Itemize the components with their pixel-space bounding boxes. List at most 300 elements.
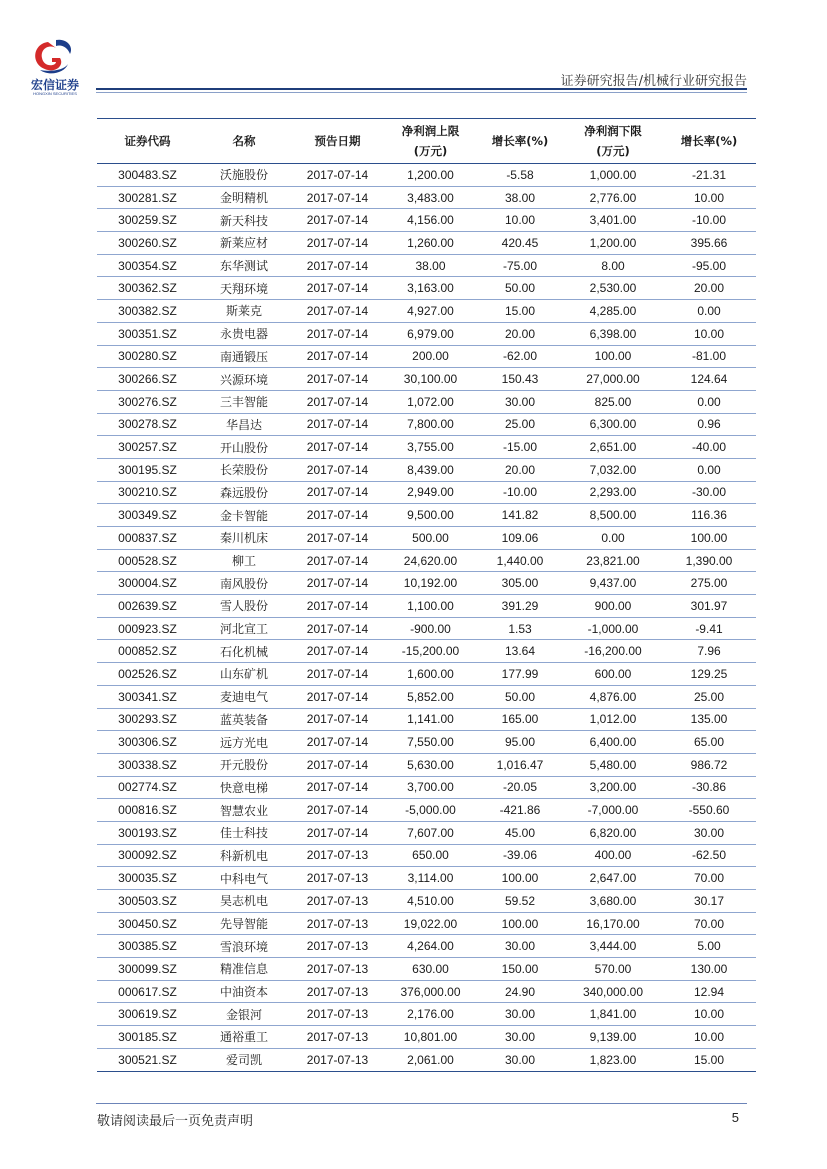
cell-code: 300385.SZ [97, 935, 198, 958]
cell-profit-upper: 2,949.00 [385, 481, 476, 504]
cell-profit-upper: 10,192.00 [385, 572, 476, 595]
table-row [97, 504, 756, 527]
cell-profit-lower: 1,823.00 [564, 1048, 662, 1071]
cell-growth-upper: 30.00 [476, 1048, 564, 1071]
cell-date: 2017-07-14 [290, 277, 385, 300]
table-row [97, 980, 756, 1003]
cell-date: 2017-07-13 [290, 890, 385, 913]
cell-name: 开元股份 [198, 753, 290, 776]
cell-code: 000528.SZ [97, 549, 198, 572]
cell-growth-lower: -40.00 [662, 436, 756, 459]
cell-growth-lower: 986.72 [662, 753, 756, 776]
cell-growth-lower: 20.00 [662, 277, 756, 300]
cell-date: 2017-07-14 [290, 595, 385, 618]
table-row [97, 572, 756, 595]
cell-name: 精准信息 [198, 958, 290, 981]
col-header-profit-lower-label: 净利润下限 [584, 124, 642, 138]
cell-growth-upper: -15.00 [476, 436, 564, 459]
cell-code: 300281.SZ [97, 186, 198, 209]
cell-growth-upper: 1,016.47 [476, 753, 564, 776]
cell-name: 兴源环境 [198, 368, 290, 391]
cell-profit-upper: -15,200.00 [385, 640, 476, 663]
cell-name: 森远股份 [198, 481, 290, 504]
footer-rule [96, 1103, 747, 1104]
table-row [97, 1048, 756, 1071]
cell-growth-upper: 15.00 [476, 300, 564, 323]
cell-growth-lower: -62.50 [662, 844, 756, 867]
cell-growth-lower: 275.00 [662, 572, 756, 595]
cell-growth-lower: -30.86 [662, 776, 756, 799]
cell-date: 2017-07-14 [290, 368, 385, 391]
cell-profit-lower: 100.00 [564, 345, 662, 368]
cell-growth-lower: 395.66 [662, 232, 756, 255]
cell-profit-lower: -16,200.00 [564, 640, 662, 663]
cell-name: 智慧农业 [198, 799, 290, 822]
cell-name: 沃施股份 [198, 164, 290, 187]
cell-profit-lower: 6,820.00 [564, 821, 662, 844]
cell-growth-upper: 100.00 [476, 867, 564, 890]
cell-profit-upper: 1,100.00 [385, 595, 476, 618]
cell-date: 2017-07-13 [290, 912, 385, 935]
cell-code: 300278.SZ [97, 413, 198, 436]
cell-growth-upper: 150.43 [476, 368, 564, 391]
cell-date: 2017-07-14 [290, 322, 385, 345]
header-rule [96, 88, 747, 90]
cell-profit-upper: 4,156.00 [385, 209, 476, 232]
cell-name: 天翔环境 [198, 277, 290, 300]
cell-code: 300521.SZ [97, 1048, 198, 1071]
col-header-profit-upper-unit: (万元) [413, 144, 448, 158]
cell-code: 300341.SZ [97, 685, 198, 708]
col-header-profit-upper [385, 119, 476, 164]
cell-profit-upper: 1,072.00 [385, 390, 476, 413]
cell-profit-upper: 3,755.00 [385, 436, 476, 459]
cell-code: 002639.SZ [97, 595, 198, 618]
table-row [97, 640, 756, 663]
cell-profit-lower: 16,170.00 [564, 912, 662, 935]
cell-profit-upper: 10,801.00 [385, 1026, 476, 1049]
table-header-row [97, 119, 756, 164]
cell-profit-lower: 4,285.00 [564, 300, 662, 323]
cell-code: 000852.SZ [97, 640, 198, 663]
cell-profit-lower: -7,000.00 [564, 799, 662, 822]
cell-code: 300004.SZ [97, 572, 198, 595]
cell-growth-upper: 100.00 [476, 912, 564, 935]
cell-profit-upper: 630.00 [385, 958, 476, 981]
cell-profit-lower: 4,876.00 [564, 685, 662, 708]
cell-growth-lower: 25.00 [662, 685, 756, 708]
cell-name: 柳工 [198, 549, 290, 572]
table-row [97, 799, 756, 822]
cell-growth-lower: -81.00 [662, 345, 756, 368]
cell-name: 爱司凯 [198, 1048, 290, 1071]
cell-growth-upper: 30.00 [476, 935, 564, 958]
cell-growth-upper: 38.00 [476, 186, 564, 209]
cell-profit-lower: 8,500.00 [564, 504, 662, 527]
table-row [97, 708, 756, 731]
cell-growth-lower: 5.00 [662, 935, 756, 958]
cell-profit-upper: 4,927.00 [385, 300, 476, 323]
cell-name: 金明精机 [198, 186, 290, 209]
cell-code: 300280.SZ [97, 345, 198, 368]
cell-growth-lower: 301.97 [662, 595, 756, 618]
cell-growth-upper: 109.06 [476, 527, 564, 550]
table-row [97, 549, 756, 572]
cell-growth-lower: 10.00 [662, 186, 756, 209]
cell-name: 河北宣工 [198, 617, 290, 640]
cell-code: 300210.SZ [97, 481, 198, 504]
cell-profit-lower: 1,841.00 [564, 1003, 662, 1026]
cell-profit-lower: 2,651.00 [564, 436, 662, 459]
cell-profit-lower: 2,776.00 [564, 186, 662, 209]
cell-profit-lower: 1,200.00 [564, 232, 662, 255]
table-row [97, 322, 756, 345]
cell-date: 2017-07-14 [290, 254, 385, 277]
cell-date: 2017-07-14 [290, 504, 385, 527]
cell-date: 2017-07-14 [290, 821, 385, 844]
cell-profit-upper: 4,264.00 [385, 935, 476, 958]
cell-growth-upper: -62.00 [476, 345, 564, 368]
cell-name: 永贵电器 [198, 322, 290, 345]
cell-code: 000923.SZ [97, 617, 198, 640]
cell-growth-lower: 129.25 [662, 663, 756, 686]
cell-date: 2017-07-14 [290, 481, 385, 504]
table-row [97, 277, 756, 300]
table-row [97, 685, 756, 708]
cell-profit-lower: 1,000.00 [564, 164, 662, 187]
cell-date: 2017-07-14 [290, 640, 385, 663]
cell-growth-lower: 30.00 [662, 821, 756, 844]
cell-date: 2017-07-14 [290, 390, 385, 413]
cell-name: 华昌达 [198, 413, 290, 436]
table-row [97, 254, 756, 277]
cell-name: 远方光电 [198, 731, 290, 754]
cell-profit-lower: 825.00 [564, 390, 662, 413]
cell-name: 金卡智能 [198, 504, 290, 527]
cell-code: 300450.SZ [97, 912, 198, 935]
cell-profit-lower: 5,480.00 [564, 753, 662, 776]
cell-growth-lower: 10.00 [662, 1026, 756, 1049]
cell-code: 000617.SZ [97, 980, 198, 1003]
cell-growth-upper: 50.00 [476, 277, 564, 300]
cell-growth-lower: 70.00 [662, 912, 756, 935]
cell-code: 300099.SZ [97, 958, 198, 981]
cell-code: 300260.SZ [97, 232, 198, 255]
cell-growth-upper: 1,440.00 [476, 549, 564, 572]
table-row [97, 890, 756, 913]
cell-growth-upper: 165.00 [476, 708, 564, 731]
cell-growth-upper: 141.82 [476, 504, 564, 527]
cell-date: 2017-07-14 [290, 776, 385, 799]
cell-profit-upper: 1,260.00 [385, 232, 476, 255]
cell-growth-lower: 15.00 [662, 1048, 756, 1071]
table-row [97, 935, 756, 958]
cell-code: 300092.SZ [97, 844, 198, 867]
cell-date: 2017-07-13 [290, 1026, 385, 1049]
cell-profit-lower: 2,530.00 [564, 277, 662, 300]
table-row [97, 1026, 756, 1049]
cell-code: 300293.SZ [97, 708, 198, 731]
cell-profit-lower: 23,821.00 [564, 549, 662, 572]
cell-code: 300503.SZ [97, 890, 198, 913]
cell-name: 三丰智能 [198, 390, 290, 413]
cell-profit-lower: 570.00 [564, 958, 662, 981]
cell-code: 300338.SZ [97, 753, 198, 776]
cell-code: 300349.SZ [97, 504, 198, 527]
table-row [97, 345, 756, 368]
cell-date: 2017-07-14 [290, 186, 385, 209]
cell-profit-lower: 2,293.00 [564, 481, 662, 504]
cell-code: 300306.SZ [97, 731, 198, 754]
cell-date: 2017-07-14 [290, 663, 385, 686]
cell-profit-lower: 600.00 [564, 663, 662, 686]
cell-growth-upper: -5.58 [476, 164, 564, 187]
table-row [97, 368, 756, 391]
cell-profit-upper: 650.00 [385, 844, 476, 867]
cell-growth-upper: 30.00 [476, 1003, 564, 1026]
cell-code: 300257.SZ [97, 436, 198, 459]
col-header-profit-lower-unit: (万元) [596, 144, 630, 158]
cell-name: 通裕重工 [198, 1026, 290, 1049]
cell-growth-lower: 135.00 [662, 708, 756, 731]
cell-profit-upper: 9,500.00 [385, 504, 476, 527]
table-row [97, 458, 756, 481]
cell-profit-upper: 2,061.00 [385, 1048, 476, 1071]
cell-date: 2017-07-14 [290, 685, 385, 708]
page-number: 5 [731, 1110, 739, 1125]
cell-profit-lower: 340,000.00 [564, 980, 662, 1003]
cell-growth-lower: 116.36 [662, 504, 756, 527]
cell-growth-lower: 0.00 [662, 458, 756, 481]
cell-growth-upper: 150.00 [476, 958, 564, 981]
cell-growth-lower: 0.00 [662, 300, 756, 323]
cell-code: 000837.SZ [97, 527, 198, 550]
cell-growth-lower: 30.17 [662, 890, 756, 913]
col-header-growth-upper: 增长率(%) [476, 119, 564, 164]
cell-code: 000816.SZ [97, 799, 198, 822]
cell-date: 2017-07-14 [290, 708, 385, 731]
company-logo [18, 36, 92, 94]
cell-profit-upper: 3,483.00 [385, 186, 476, 209]
cell-code: 300035.SZ [97, 867, 198, 890]
cell-profit-upper: 1,200.00 [385, 164, 476, 187]
cell-profit-lower: -1,000.00 [564, 617, 662, 640]
cell-profit-lower: 8.00 [564, 254, 662, 277]
cell-name: 科新机电 [198, 844, 290, 867]
cell-profit-upper: 2,176.00 [385, 1003, 476, 1026]
cell-growth-upper: -10.00 [476, 481, 564, 504]
cell-date: 2017-07-13 [290, 1003, 385, 1026]
cell-code: 300259.SZ [97, 209, 198, 232]
cell-growth-lower: 0.00 [662, 390, 756, 413]
cell-date: 2017-07-14 [290, 458, 385, 481]
cell-name: 金银河 [198, 1003, 290, 1026]
col-header-date: 预告日期 [290, 119, 385, 164]
cell-growth-upper: -75.00 [476, 254, 564, 277]
table-row [97, 776, 756, 799]
cell-growth-upper: 59.52 [476, 890, 564, 913]
cell-profit-lower: 6,400.00 [564, 731, 662, 754]
cell-growth-lower: 124.64 [662, 368, 756, 391]
cell-growth-lower: -9.41 [662, 617, 756, 640]
cell-name: 东华测试 [198, 254, 290, 277]
brand-subtitle: HONGXIN SECURITIES [33, 91, 77, 96]
cell-name: 中科电气 [198, 867, 290, 890]
table-row [97, 867, 756, 890]
cell-growth-upper: 13.64 [476, 640, 564, 663]
cell-profit-lower: 3,444.00 [564, 935, 662, 958]
cell-growth-lower: 100.00 [662, 527, 756, 550]
cell-growth-upper: 20.00 [476, 322, 564, 345]
cell-profit-upper: 3,700.00 [385, 776, 476, 799]
cell-growth-lower: -95.00 [662, 254, 756, 277]
report-title: 证券研究报告/机械行业研究报告 [560, 74, 747, 89]
cell-date: 2017-07-13 [290, 844, 385, 867]
cell-code: 300351.SZ [97, 322, 198, 345]
footer-disclaimer: 敬请阅读最后一页免责声明 [97, 1114, 254, 1129]
cell-growth-lower: 10.00 [662, 322, 756, 345]
table-row [97, 300, 756, 323]
table-row [97, 232, 756, 255]
cell-profit-upper: 1,600.00 [385, 663, 476, 686]
cell-growth-upper: -421.86 [476, 799, 564, 822]
cell-profit-upper: 24,620.00 [385, 549, 476, 572]
cell-profit-lower: 9,139.00 [564, 1026, 662, 1049]
cell-date: 2017-07-14 [290, 300, 385, 323]
table-row [97, 958, 756, 981]
table-row [97, 1003, 756, 1026]
cell-name: 开山股份 [198, 436, 290, 459]
cell-name: 南风股份 [198, 572, 290, 595]
cell-growth-upper: 391.29 [476, 595, 564, 618]
cell-profit-upper: 1,141.00 [385, 708, 476, 731]
cell-growth-upper: 420.45 [476, 232, 564, 255]
cell-profit-upper: -5,000.00 [385, 799, 476, 822]
cell-profit-upper: 38.00 [385, 254, 476, 277]
cell-date: 2017-07-13 [290, 867, 385, 890]
cell-growth-upper: -39.06 [476, 844, 564, 867]
cell-growth-upper: 50.00 [476, 685, 564, 708]
cell-growth-lower: 65.00 [662, 731, 756, 754]
cell-code: 300483.SZ [97, 164, 198, 187]
cell-growth-lower: 0.96 [662, 413, 756, 436]
header-rule-thin [96, 92, 747, 93]
cell-date: 2017-07-13 [290, 980, 385, 1003]
cell-code: 300382.SZ [97, 300, 198, 323]
cell-profit-lower: 3,680.00 [564, 890, 662, 913]
table-row [97, 481, 756, 504]
cell-growth-lower: -10.00 [662, 209, 756, 232]
cell-growth-upper: 24.90 [476, 980, 564, 1003]
cell-profit-upper: 3,114.00 [385, 867, 476, 890]
cell-growth-upper: 10.00 [476, 209, 564, 232]
cell-growth-upper: 25.00 [476, 413, 564, 436]
table-row [97, 390, 756, 413]
cell-growth-upper: 177.99 [476, 663, 564, 686]
cell-name: 新莱应材 [198, 232, 290, 255]
cell-profit-upper: 5,630.00 [385, 753, 476, 776]
cell-profit-lower: 27,000.00 [564, 368, 662, 391]
cell-growth-lower: 70.00 [662, 867, 756, 890]
cell-date: 2017-07-14 [290, 753, 385, 776]
cell-profit-upper: 7,800.00 [385, 413, 476, 436]
cell-growth-upper: 305.00 [476, 572, 564, 595]
cell-name: 快意电梯 [198, 776, 290, 799]
cell-date: 2017-07-14 [290, 572, 385, 595]
cell-name: 斯莱克 [198, 300, 290, 323]
cell-code: 300266.SZ [97, 368, 198, 391]
cell-date: 2017-07-14 [290, 527, 385, 550]
cell-date: 2017-07-13 [290, 958, 385, 981]
cell-name: 山东矿机 [198, 663, 290, 686]
earnings-forecast-table [97, 118, 756, 1072]
cell-profit-upper: 7,607.00 [385, 821, 476, 844]
cell-profit-upper: 8,439.00 [385, 458, 476, 481]
cell-profit-upper: 500.00 [385, 527, 476, 550]
cell-name: 蓝英装备 [198, 708, 290, 731]
table-row [97, 413, 756, 436]
cell-name: 先导智能 [198, 912, 290, 935]
cell-name: 南通锻压 [198, 345, 290, 368]
table-row [97, 436, 756, 459]
cell-date: 2017-07-13 [290, 935, 385, 958]
cell-code: 002774.SZ [97, 776, 198, 799]
cell-growth-lower: 130.00 [662, 958, 756, 981]
cell-date: 2017-07-14 [290, 617, 385, 640]
cell-growth-lower: 10.00 [662, 1003, 756, 1026]
cell-growth-lower: 7.96 [662, 640, 756, 663]
logo-mark-icon [18, 36, 92, 76]
cell-profit-upper: 5,852.00 [385, 685, 476, 708]
cell-profit-lower: 900.00 [564, 595, 662, 618]
cell-name: 佳士科技 [198, 821, 290, 844]
cell-profit-upper: 4,510.00 [385, 890, 476, 913]
cell-profit-upper: 19,022.00 [385, 912, 476, 935]
cell-name: 新天科技 [198, 209, 290, 232]
table-row [97, 595, 756, 618]
table-row [97, 186, 756, 209]
cell-profit-lower: 400.00 [564, 844, 662, 867]
cell-code: 300276.SZ [97, 390, 198, 413]
brand-name: 宏信证券 [30, 78, 79, 92]
cell-date: 2017-07-14 [290, 413, 385, 436]
cell-profit-lower: 2,647.00 [564, 867, 662, 890]
table-row [97, 844, 756, 867]
cell-name: 麦迪电气 [198, 685, 290, 708]
cell-name: 中油资本 [198, 980, 290, 1003]
table-row [97, 527, 756, 550]
cell-date: 2017-07-14 [290, 549, 385, 572]
table-row [97, 731, 756, 754]
table-body [97, 164, 756, 1072]
cell-growth-upper: 45.00 [476, 821, 564, 844]
cell-growth-upper: 30.00 [476, 1026, 564, 1049]
cell-growth-upper: 95.00 [476, 731, 564, 754]
cell-growth-upper: -20.05 [476, 776, 564, 799]
cell-code: 300362.SZ [97, 277, 198, 300]
cell-profit-upper: 376,000.00 [385, 980, 476, 1003]
col-header-profit-lower [564, 119, 662, 164]
cell-profit-lower: 3,401.00 [564, 209, 662, 232]
cell-growth-lower: 12.94 [662, 980, 756, 1003]
cell-growth-lower: -21.31 [662, 164, 756, 187]
cell-date: 2017-07-14 [290, 232, 385, 255]
cell-profit-lower: 0.00 [564, 527, 662, 550]
cell-profit-lower: 9,437.00 [564, 572, 662, 595]
cell-code: 300354.SZ [97, 254, 198, 277]
cell-date: 2017-07-14 [290, 209, 385, 232]
cell-code: 300619.SZ [97, 1003, 198, 1026]
